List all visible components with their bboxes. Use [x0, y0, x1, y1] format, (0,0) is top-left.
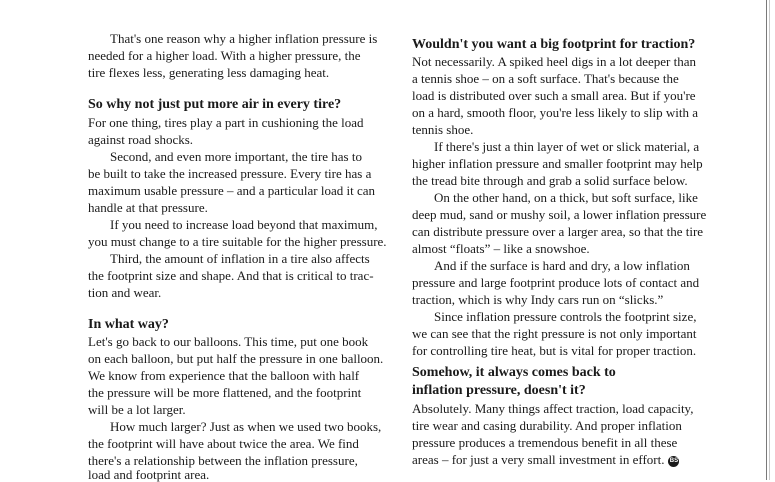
text-line: load and footprint area.: [88, 467, 210, 482]
text-line: higher inflation pressure and smaller footprint may help: [412, 156, 703, 171]
section-heading: So why not just put more air in every tire?: [88, 97, 342, 112]
text-line: tire wear and casing durability. And proper inflation: [412, 418, 682, 433]
text-line: tennis shoe.: [412, 122, 474, 137]
text-line: deep mud, sand or mushy soil, a lower inflation pressure: [412, 207, 707, 222]
text-line: tion and wear.: [88, 285, 162, 300]
text-line: Second, and even more important, the tire has to: [110, 149, 362, 164]
text-line: load is distributed over such a small area. But if you're: [412, 88, 696, 103]
text-line: pressure and large footprint produce lots of contact and: [412, 275, 700, 290]
text-line: the pressure will be more flattened, and the footprint: [88, 385, 362, 400]
section-heading: inflation pressure, doesn't it?: [412, 383, 586, 398]
text-line-last: [412, 451, 679, 468]
text-line: Since inflation pressure controls the footprint size,: [434, 309, 697, 324]
text-line: you must change to a tire suitable for the higher pressure.: [88, 234, 387, 249]
text-line: Absolutely. Many things affect traction, load capacity,: [412, 401, 694, 416]
text-line: the tread bite through and grab a solid surface below.: [412, 173, 688, 188]
text-line: And if the surface is hard and dry, a low inflation: [434, 258, 690, 273]
text-line: For one thing, tires play a part in cushioning the load: [88, 115, 364, 130]
end-mark-logo: BS: [668, 456, 679, 467]
text-line: for controlling tire heat, but is vital for proper traction.: [412, 343, 697, 358]
text-line: areas – for just a very small investment in effort.: [412, 452, 665, 467]
text-line: Let's go back to our balloons. This time, put one book: [88, 334, 369, 349]
text-line: almost “floats” – like a snowshoe.: [412, 241, 590, 256]
section-heading: In what way?: [88, 317, 169, 332]
text-line: on a hard, smooth floor, you're less likely to slip with a: [412, 105, 698, 120]
text-line: That's one reason why a higher inflation pressure is: [110, 31, 378, 46]
text-line: Third, the amount of inflation in a tire also affects: [110, 251, 370, 266]
text-line: there's a relationship between the inflation pressure,: [88, 453, 358, 468]
text-line: We know from experience that the balloon with half: [88, 368, 360, 383]
text-line: can distribute pressure over a larger area, so that the tire: [412, 224, 704, 239]
text-line: needed for a higher load. With a higher pressure, the: [88, 48, 361, 63]
text-line: will be a lot larger.: [88, 402, 186, 417]
text-line: tire flexes less, generating less damaging heat.: [88, 65, 330, 80]
scan-edge-shadow: [769, 0, 770, 480]
text-line: against road shocks.: [88, 132, 194, 147]
text-line: If there's just a thin layer of wet or slick material, a: [434, 139, 700, 154]
scan-edge-line: [766, 0, 767, 480]
text-line: we can see that the right pressure is not only important: [412, 326, 697, 341]
text-line: On the other hand, on a thick, but soft surface, like: [434, 190, 698, 205]
text-line: on each balloon, but put half the pressure in one balloon.: [88, 351, 384, 366]
text-line: a tennis shoe – on a soft surface. That's because the: [412, 71, 679, 86]
text-line: Not necessarily. A spiked heel digs in a lot deeper than: [412, 54, 697, 69]
text-line: the footprint will have about twice the area. We find: [88, 436, 359, 451]
text-line: maximum usable pressure – and a particular load it can: [88, 183, 375, 198]
text-line: If you need to increase load beyond that maximum,: [110, 217, 378, 232]
text-line: pressure produces a tremendous benefit in all these: [412, 435, 678, 450]
text-line: How much larger? Just as when we used two books,: [110, 419, 382, 434]
section-heading: Wouldn't you want a big footprint for traction?: [412, 37, 696, 52]
section-heading: Somehow, it always comes back to: [412, 365, 616, 380]
text-line: traction, which is why Indy cars run on “slicks.”: [412, 292, 664, 307]
text-line: handle at that pressure.: [88, 200, 208, 215]
text-line: the footprint size and shape. And that is critical to trac-: [88, 268, 374, 283]
text-line: be built to take the increased pressure. Every tire has a: [88, 166, 372, 181]
